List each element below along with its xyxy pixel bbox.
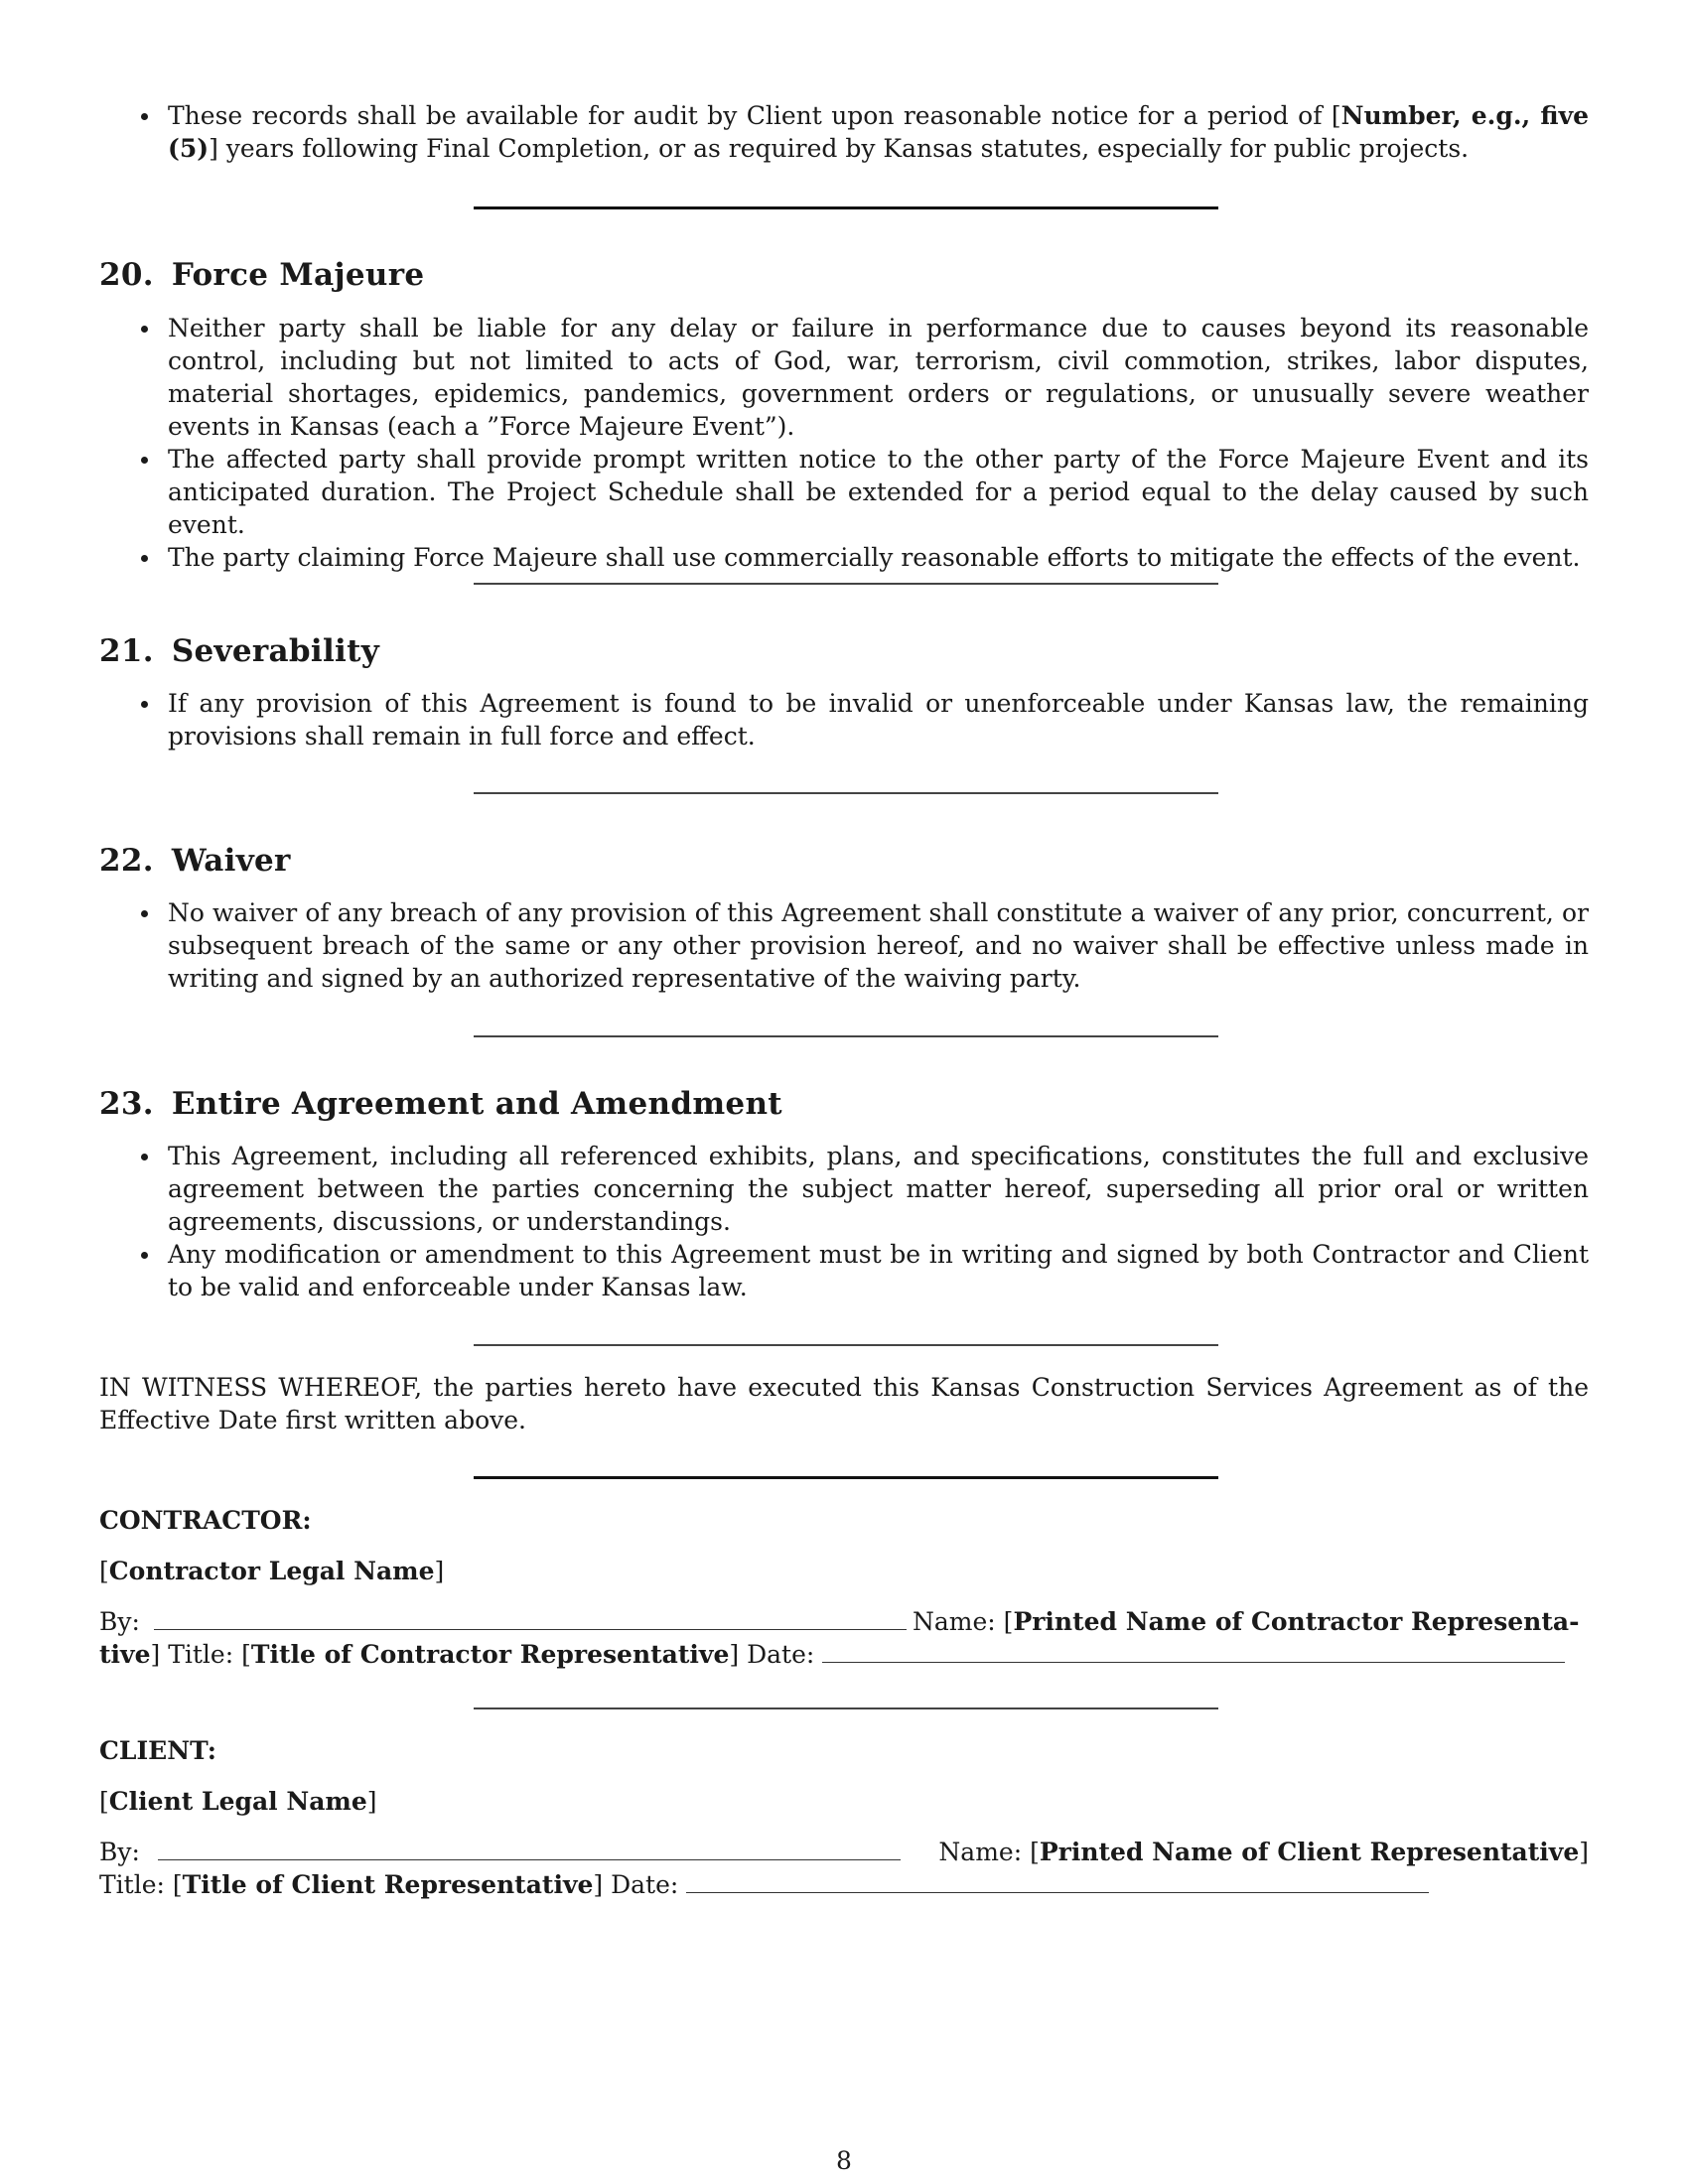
section-heading-entire-agreement: 23. Entire Agreement and Amendment (99, 1086, 782, 1122)
section-divider (474, 1476, 1218, 1479)
contractor-date-field[interactable] (822, 1638, 1565, 1663)
contractor-legal-name: [Contractor Legal Name] (99, 1557, 445, 1585)
records-retention-block (99, 99, 1589, 165)
placeholder-number: Number, e.g., five (5) (168, 101, 1589, 163)
client-signature-field[interactable] (158, 1836, 901, 1860)
section-heading-force-majeure: 20. Force Majeure (99, 257, 425, 293)
severability-list (99, 687, 1589, 752)
list-item: Any modification or amendment to this Agreement must be in writing and signed by both Contractor and Client to be valid and enforceable under Kansas law. (99, 1238, 1589, 1303)
client-heading: CLIENT: (99, 1736, 217, 1765)
section-heading-severability: 21. Severability (99, 633, 380, 669)
contractor-signature-line-2: tive] Title: [Title of Contractor Representative] Date: (99, 1638, 1589, 1671)
waiver-list (99, 896, 1589, 995)
list-item: Neither party shall be liable for any delay or failure in performance due to causes beyond its reasonable control, including but not limited to acts of God, war, terrorism, civil commotion, strikes, labor disputes, material shortages, epidemics, pandemics, government orders or regulations, or unusually severe weather events in Kansas (each a ”Force Majeure Event”). (99, 312, 1589, 443)
contractor-signature-line-1: By: Name: [Printed Name of Contractor Representa- (99, 1607, 1580, 1636)
section-divider (474, 1035, 1218, 1037)
contractor-heading: CONTRACTOR: (99, 1506, 312, 1535)
witness-clause: IN WITNESS WHEREOF, the parties hereto have executed this Kansas Construction Services Agreement as of the Effective Date first written above. (99, 1373, 1589, 1434)
list-item: These records shall be available for audit by Client upon reasonable notice for a period of [Number, e.g., five (5)] years following Final Completion, or as required by Kansas statutes, especially for public projects. (99, 99, 1589, 165)
section-divider (474, 792, 1218, 794)
section-divider (474, 206, 1218, 209)
entire-agreement-list (99, 1140, 1589, 1303)
client-signature-line-1: By: Name: [Printed Name of Client Representative] (99, 1838, 1589, 1866)
section-heading-waiver: 22. Waiver (99, 843, 291, 879)
list-item: If any provision of this Agreement is found to be invalid or unenforceable under Kansas law, the remaining provisions shall remain in full force and effect. (99, 687, 1589, 752)
list-item: No waiver of any breach of any provision of this Agreement shall constitute a waiver of any prior, concurrent, or subsequent breach of the same or any other provision hereof, and no waiver shall be effective unless made in writing and signed by an authorized representative of the waiving party. (99, 896, 1589, 995)
document-page (99, 0, 1589, 2184)
client-date-field[interactable] (686, 1868, 1429, 1893)
client-legal-name: [Client Legal Name] (99, 1787, 377, 1816)
page-number: 8 (836, 2146, 852, 2175)
section-divider (474, 583, 1218, 585)
section-divider (474, 1344, 1218, 1346)
section-divider (474, 1707, 1218, 1709)
client-signature-line-2: Title: [Title of Client Representative] Date: (99, 1868, 1589, 1901)
force-majeure-list (99, 312, 1589, 574)
list-item: This Agreement, including all referenced exhibits, plans, and specifications, constitutes the full and exclusive agreement between the parties concerning the subject matter hereof, superseding all prior oral or written agreements, discussions, or understandings. (99, 1140, 1589, 1238)
contractor-signature-field[interactable] (154, 1605, 907, 1630)
list-item: The affected party shall provide prompt written notice to the other party of the Force Majeure Event and its anticipated duration. The Project Schedule shall be extended for a period equal to the delay caused by such event. (99, 443, 1589, 541)
list-item: The party claiming Force Majeure shall use commercially reasonable efforts to mitigate the effects of the event. (99, 541, 1589, 574)
